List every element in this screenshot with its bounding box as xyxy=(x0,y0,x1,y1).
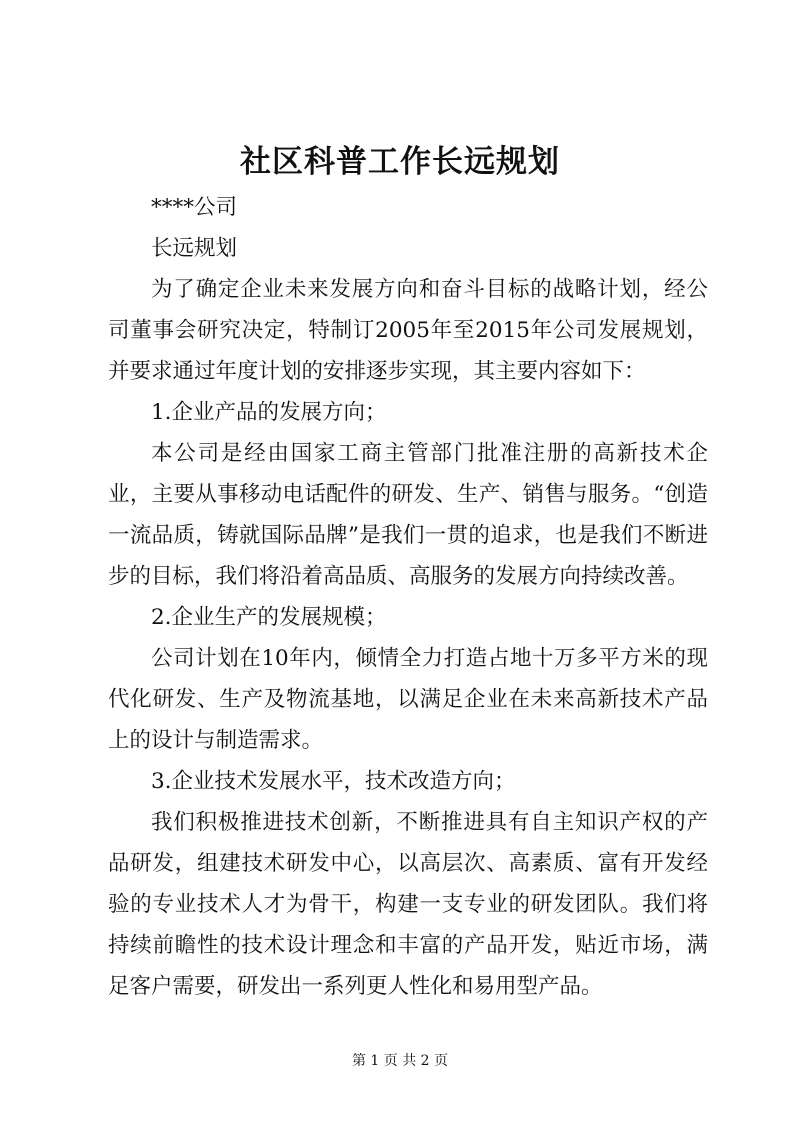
company-line: ****公司 xyxy=(151,195,238,220)
section-paragraph-2: 公司计划在10年内，倾情全力打造占地十万多平方米的现代化研发、生产及物流基地，以满足企业在未来高新技术产品上的设计与制造需求。 xyxy=(108,646,708,753)
section-heading-2: 2.企业生产的发展规模； xyxy=(151,605,387,630)
section-heading-3: 3.企业技术发展水平，技术改造方向； xyxy=(151,769,516,794)
document-body xyxy=(108,187,708,1007)
intro-paragraph: 为了确定企业未来发展方向和奋斗目标的战略计划，经公司董事会研究决定，特制订2005年至2015年公司发展规划，并要求通过年度计划的安排逐步实现，其主要内容如下： xyxy=(108,277,708,384)
section-heading-1: 1.企业产品的发展方向； xyxy=(151,400,387,425)
section-paragraph-1: 本公司是经由国家工商主管部门批准注册的高新技术企业，主要从事移动电话配件的研发、生产、销售与服务。“创造一流品质，铸就国际品牌”是我们一贯的追求，也是我们不断进步的目标，我们将沿着高品质、高服务的发展方向持续改善。 xyxy=(108,441,708,589)
subtitle-line: 长远规划 xyxy=(151,236,238,261)
document-title: 社区科普工作长远规划 xyxy=(240,144,560,180)
page-footer: 第 1 页 共 2 页 xyxy=(351,1053,449,1069)
section-paragraph-3: 我们积极推进技术创新，不断推进具有自主知识产权的产品研发，组建技术研发中心，以高层次、高素质、富有开发经验的专业技术人才为骨干，构建一支专业的研发团队。我们将持续前瞻性的技术设计理念和丰富的产品开发，贴近市场，满足客户需要，研发出一系列更人性化和易用型产品。 xyxy=(108,810,708,999)
